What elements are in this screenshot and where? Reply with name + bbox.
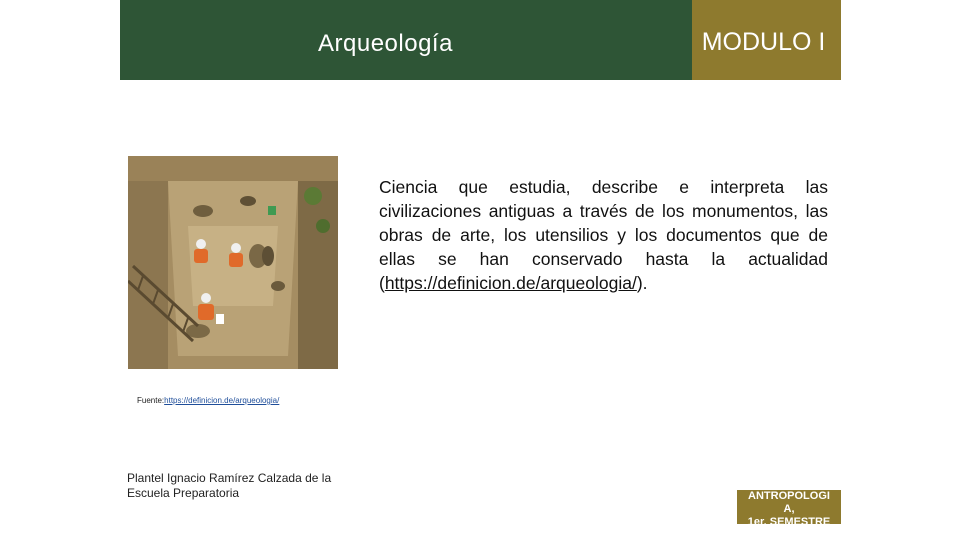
module-label: MODULO I xyxy=(701,28,826,56)
photo-caption xyxy=(137,396,279,405)
description-text xyxy=(379,175,828,295)
caption-link[interactable]: https://definicion.de/arqueologia/ xyxy=(164,396,280,405)
institution-text: Plantel Ignacio Ramírez Calzada de la Escuela Preparatoria xyxy=(127,471,332,500)
excavation-photo xyxy=(128,156,338,369)
slide-title: Arqueología xyxy=(318,30,453,57)
course-line-2: A, xyxy=(783,503,795,515)
caption-label: Fuente: xyxy=(137,396,165,405)
description-post: ). xyxy=(636,273,648,293)
excavation-image xyxy=(128,156,338,369)
description-link[interactable]: https://definicion.de/arqueologia/ xyxy=(384,273,637,293)
description-pre: Ciencia que estudia, describe e interpreta las civilizaciones antiguas a través de los monumentos, las obras de arte, los utensilios y los documentos que de ellas se han conservado hasta la actualidad ( xyxy=(379,177,828,293)
course-badge xyxy=(737,490,841,524)
course-line-1: ANTROPOLOGI xyxy=(748,490,830,502)
course-line-3: 1er. SEMESTRE xyxy=(747,516,831,524)
